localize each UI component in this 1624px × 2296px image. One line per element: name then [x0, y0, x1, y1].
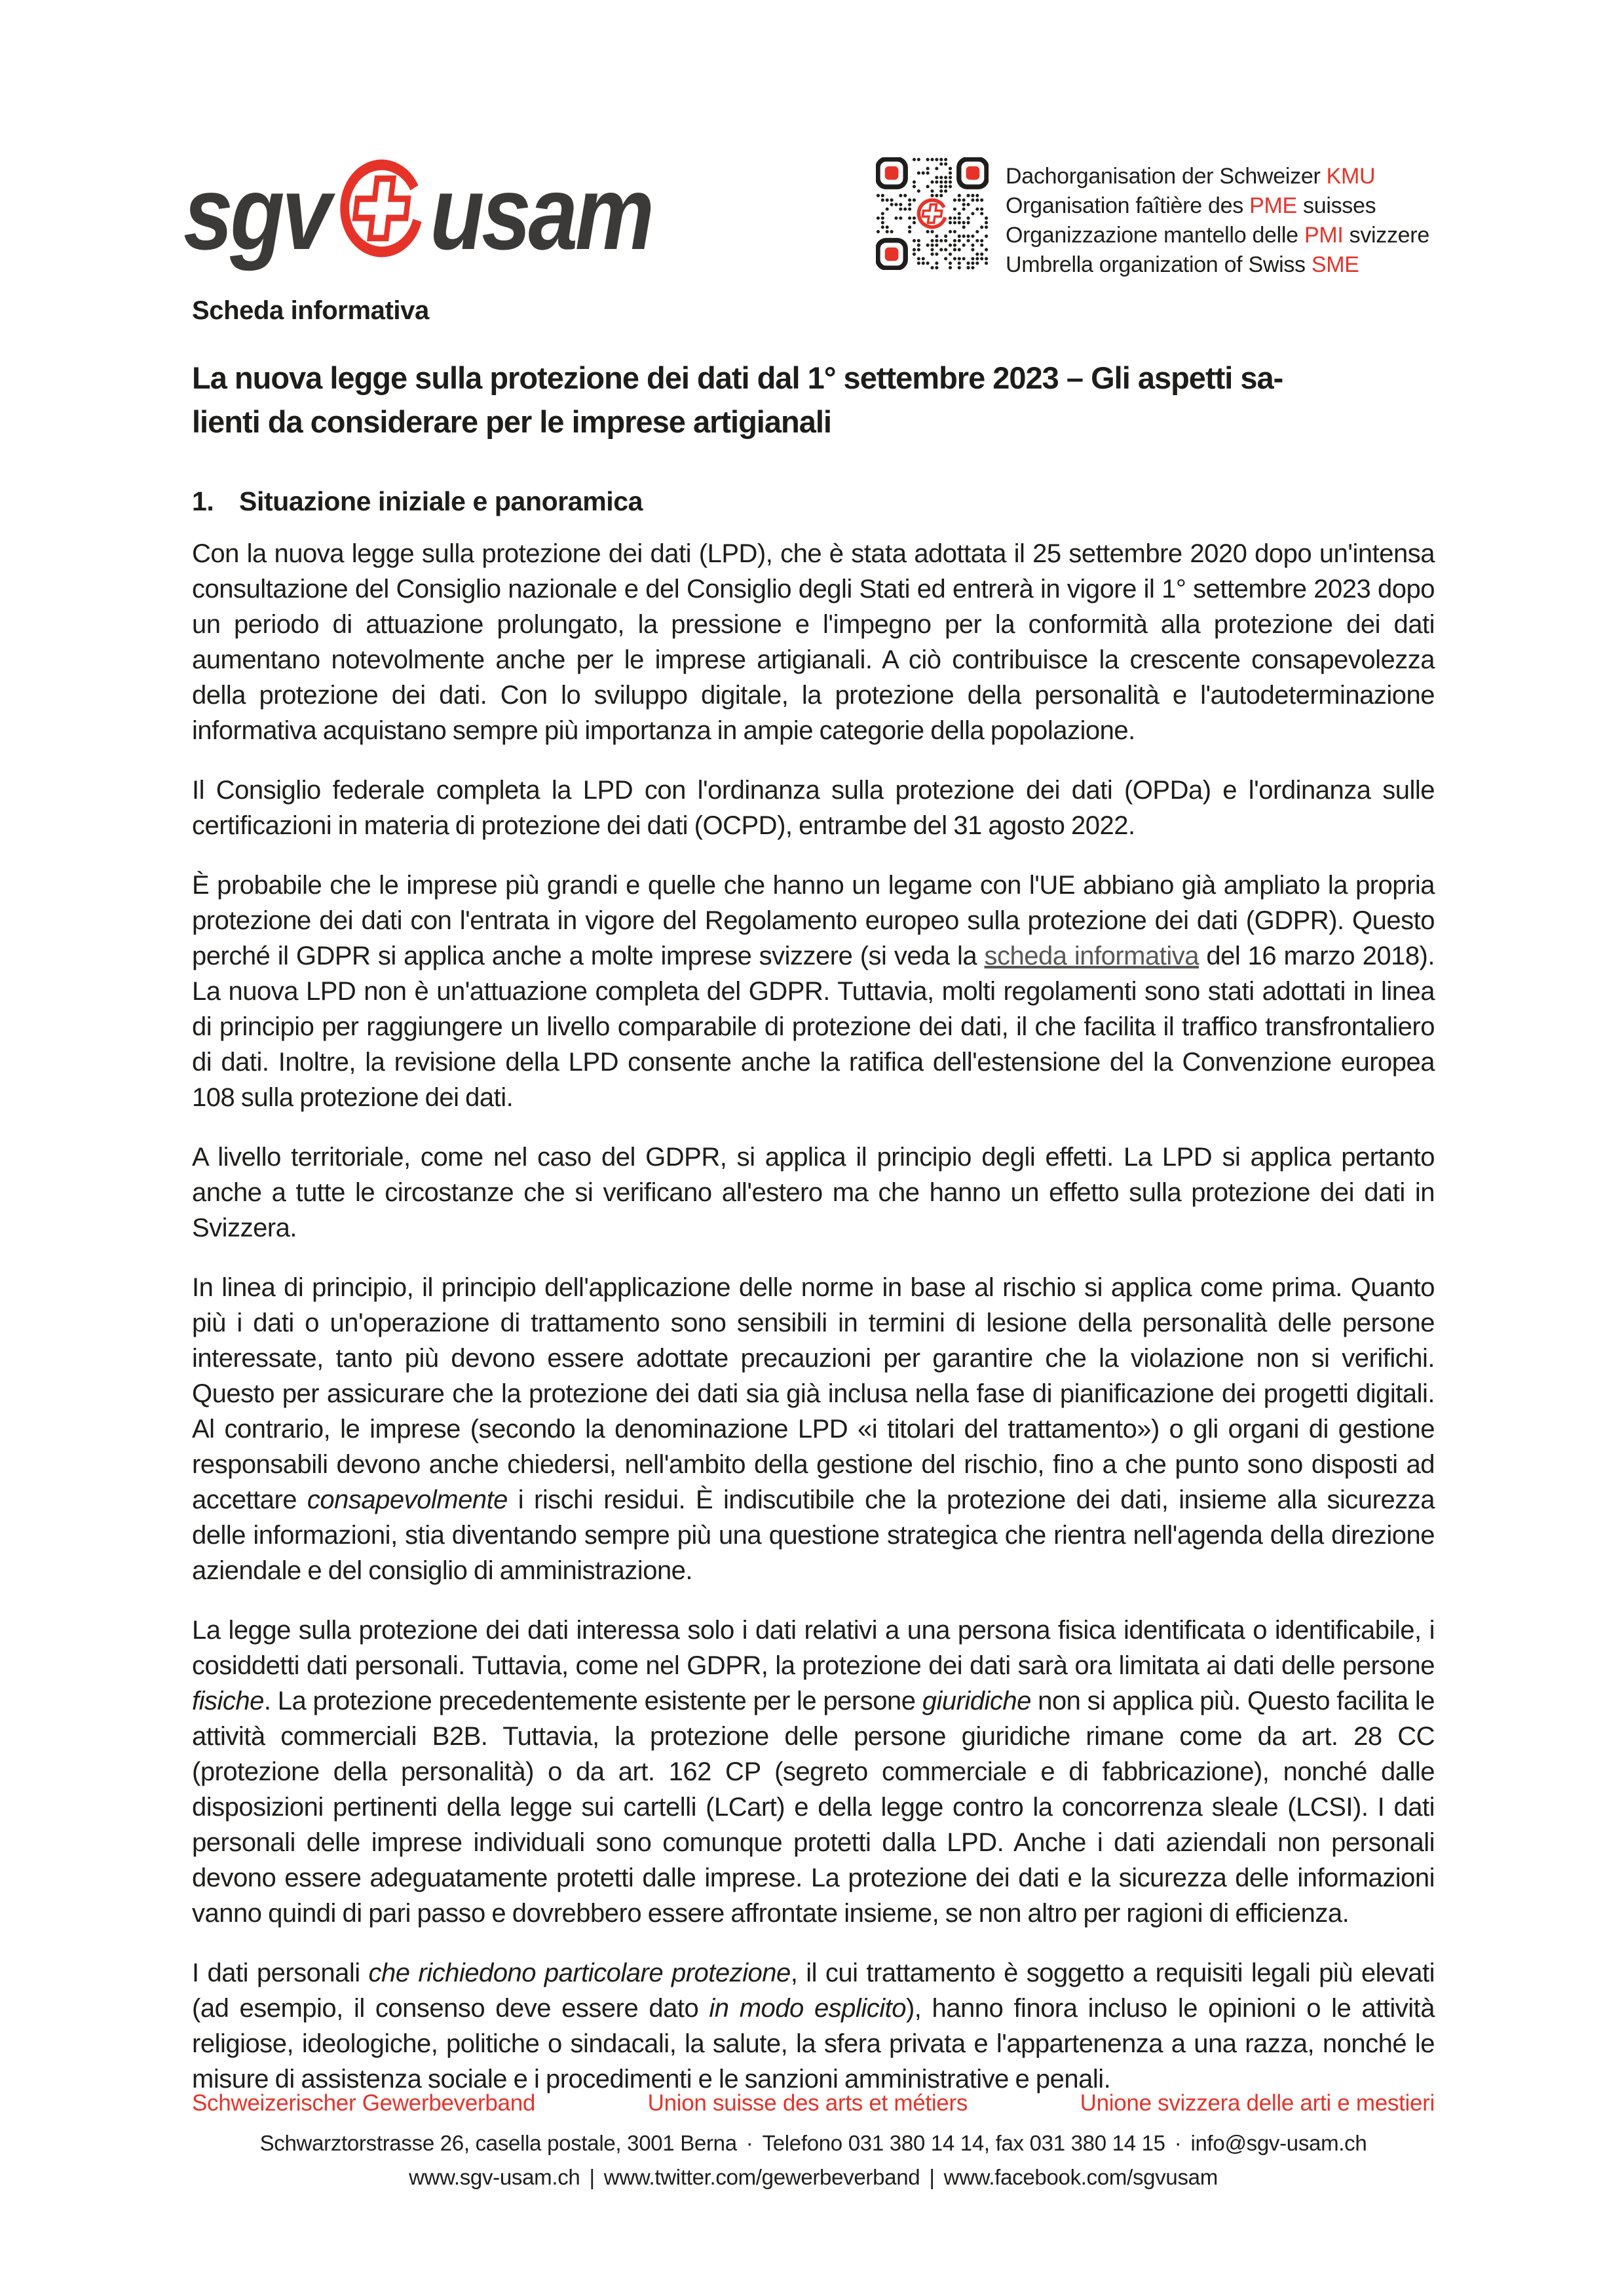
text-run: Con la nuova legge sulla protezione dei dati (LPD), che è stata adottata il 25 settembre 2020 dopo un'intensa consultazione del Consiglio nazionale e del Consiglio degli Stati ed entrerà in vigore il 1° settembre 2023 dopo un periodo di attuazione prolungato, la pressione e l'impegno per la conformità alla protezione dei dati aumentano notevolmente anche per le imprese artigianali. A ciò contribuisce la crescente consapevolezza della protezione dei dati. Con lo sviluppo digitale, la protezione della personalità e l'autodeterminazione informativa acquistano sempre più importanza in ampie categorie della popolazione.	[192, 539, 1435, 745]
link-scheda-informativa[interactable]: scheda informativa	[984, 942, 1199, 970]
sgv-usam-logo	[183, 145, 652, 280]
footer-address-part: Schwarztorstrasse 26, casella postale, 3001 Berna	[259, 2131, 737, 2155]
document-title-line1: La nuova legge sulla protezione dei dati dal 1° settembre 2023 – Gli aspetti sa-	[192, 360, 1283, 395]
text-run: I dati personali	[192, 1959, 369, 1987]
text-run: . La protezione precedentemente esistente per le persone	[263, 1687, 922, 1715]
separator: |	[929, 2165, 935, 2189]
text-run: La legge sulla protezione dei dati interessa solo i dati relativi a una persona fisica identificata o identificabile, i cosiddetti dati personali. Tuttavia, come nel GDPR, la protezione dei dati sarà ora limitata ai dati delle persone	[192, 1616, 1435, 1680]
document-title	[192, 356, 1463, 444]
footer-web-part: www.twitter.com/gewerbeverband	[603, 2165, 920, 2189]
document-body	[192, 536, 1435, 2097]
separator: ·	[746, 2131, 753, 2155]
italic-text-run: che richiedono particolare protezione	[368, 1959, 791, 1987]
text-run: non si applica più. Questo facilita le attività commerciali B2B. Tuttavia, la protezione delle persone giuridiche rimane come da art. 28 CC (protezione della personalità) o da art. 162 CP (segreto commerciale e di fabbricazione), nonché dalle disposizioni pertinenti della legge sui cartelli (LCart) e della legge contro la concorrenza sleale (LCSI). I dati personali delle imprese individuali sono comunque protetti dalla LPD. Anche i dati aziendali non personali devono essere adeguatamente protetti dalle imprese. La protezione dei dati e la sicurezza delle informazioni vanno quindi di pari passo e dovrebbero essere affrontate insieme, se non altro per ragioni di efficienza.	[192, 1687, 1435, 1928]
text-run: Dachorganisation der Schweizer	[1006, 164, 1327, 189]
text-run: svizzere	[1343, 223, 1429, 248]
paragraph	[192, 1139, 1435, 1246]
text-run: Organisation faîtière des	[1006, 193, 1250, 218]
paragraph	[192, 773, 1435, 843]
text-run: Umbrella organization of Swiss	[1006, 252, 1312, 277]
italic-text-run: consapevolmente	[307, 1485, 508, 1514]
text-run: In linea di principio, il principio dell'applicazione delle norme in base al rischio si applica come prima. Quanto più i dati o un'operazione di trattamento sono sensibili in termini di lesione della personalità delle persone interessate, tanto più devono essere adottate precauzioni per garantire che la violazione non si verifichi. Questo per assicurare che la protezione dei dati sia già inclusa nella fase di pianificazione dei progetti digitali. Al contrario, le imprese (secondo la denominazione LPD «i titolari del trattamento») o gli organi di gestione responsabili devono anche chiedersi, nell'ambito della gestione del rischio, fino a che punto sono disposti ad accettare	[192, 1273, 1435, 1514]
text-run: Organizzazione mantello delle	[1006, 223, 1304, 248]
footer-web-part: www.facebook.com/sgvusam	[943, 2165, 1218, 2189]
paragraph	[192, 1955, 1435, 2097]
document-title-line2: lienti da considerare per le imprese artigianali	[192, 404, 831, 439]
org-header	[1006, 162, 1451, 280]
footer-address-part: Telefono 031 380 14 14, fax 031 380 14 15	[762, 2131, 1165, 2155]
org-header-line	[1006, 221, 1451, 250]
org-header-line	[1006, 162, 1451, 191]
section-heading	[192, 486, 1435, 517]
footer-address	[192, 2131, 1435, 2156]
paragraph	[192, 1270, 1435, 1588]
footer-org-names	[192, 2090, 1435, 2116]
logo-text-sgv: sgv	[183, 153, 329, 271]
footer-web-part: www.sgv-usam.ch	[409, 2165, 580, 2189]
accent-text: SME	[1311, 252, 1359, 277]
text-run: del 16 marzo 2018). La nuova LPD non è un'attuazione completa del GDPR. Tuttavia, molti regolamenti sono stati adottati in linea di principio per raggiungere un livello comparabile di protezione dei dati, il che facilita il traffico transfrontaliero di dati. Inoltre, la revisione della LPD consente anche la ratifica dell'estensione del la Convenzione europea 108 sulla protezione dei dati.	[192, 942, 1435, 1112]
text-run: suisses	[1296, 193, 1376, 218]
italic-text-run: fisiche	[192, 1687, 264, 1715]
text-run: Il Consiglio federale completa la LPD con l'ordinanza sulla protezione dei dati (OPDa) e l'ordinanza sulle certificazioni in materia di protezione dei dati (OCPD), entrambe del 31 agosto 2022.	[192, 776, 1435, 840]
accent-text: KMU	[1326, 164, 1376, 189]
separator: ·	[1174, 2131, 1182, 2155]
paragraph	[192, 1613, 1435, 1931]
accent-text: PME	[1249, 193, 1297, 218]
org-name: Schweizerischer Gewerbeverband	[192, 2090, 536, 2116]
footer-address-part: info@sgv-usam.ch	[1190, 2131, 1367, 2155]
org-header-line	[1006, 191, 1451, 221]
text-run: i rischi residui. È indiscutibile che la protezione dei dati, insieme alla sicurezza delle informazioni, stia diventando sempre più una questione strategica che rientra nell'agenda della direzione aziendale e del consiglio di amministrazione.	[192, 1485, 1435, 1585]
document-type-label: Scheda informativa	[192, 296, 429, 325]
text-run: A livello territoriale, come nel caso del GDPR, si applica il principio degli effetti. La LPD si applica pertanto anche a tutte le circostanze che si verificano all'estero ma che hanno un effetto sulla protezione dei dati in Svizzera.	[192, 1143, 1435, 1242]
italic-text-run: giuridiche	[922, 1687, 1031, 1715]
text-run: ), hanno finora incluso le opinioni o le attività religiose, ideologiche, politiche o sindacali, la salute, la sfera privata e l'appartenenza a una razza, nonché le misure di assistenza sociale e i procedimenti e le sanzioni amministrative e penali.	[192, 1994, 1435, 2094]
footer	[192, 2090, 1435, 2190]
section-number: 1.	[192, 486, 214, 516]
accent-text: PMI	[1304, 223, 1344, 248]
paragraph	[192, 536, 1435, 748]
qr-code	[876, 157, 989, 270]
org-name: Unione svizzera delle arti e mestieri	[1080, 2090, 1435, 2116]
org-header-line	[1006, 250, 1451, 280]
text-run: È probabile che le imprese più grandi e quelle che hanno un legame con l'UE abbiano già ampliato la propria protezione dei dati con l'entrata in vigore del Regolamento europeo sulla protezione dei dati (GDPR). Questo perché il GDPR si applica anche a molte imprese svizzere (si veda la	[192, 871, 1435, 970]
swiss-cross-emblem-icon	[336, 155, 426, 261]
org-name: Union suisse des arts et métiers	[647, 2090, 968, 2116]
footer-web-links	[192, 2165, 1435, 2190]
italic-text-run: in modo esplicito	[709, 1994, 906, 2023]
separator: |	[589, 2165, 595, 2189]
text-run: , il cui trattamento è soggetto a requisiti legali più elevati (ad esempio, il consenso deve essere dato	[192, 1959, 1435, 2023]
section-heading-text: Situazione iniziale e panoramica	[239, 486, 643, 516]
logo-text-usam: usam	[430, 153, 652, 271]
paragraph	[192, 868, 1435, 1115]
